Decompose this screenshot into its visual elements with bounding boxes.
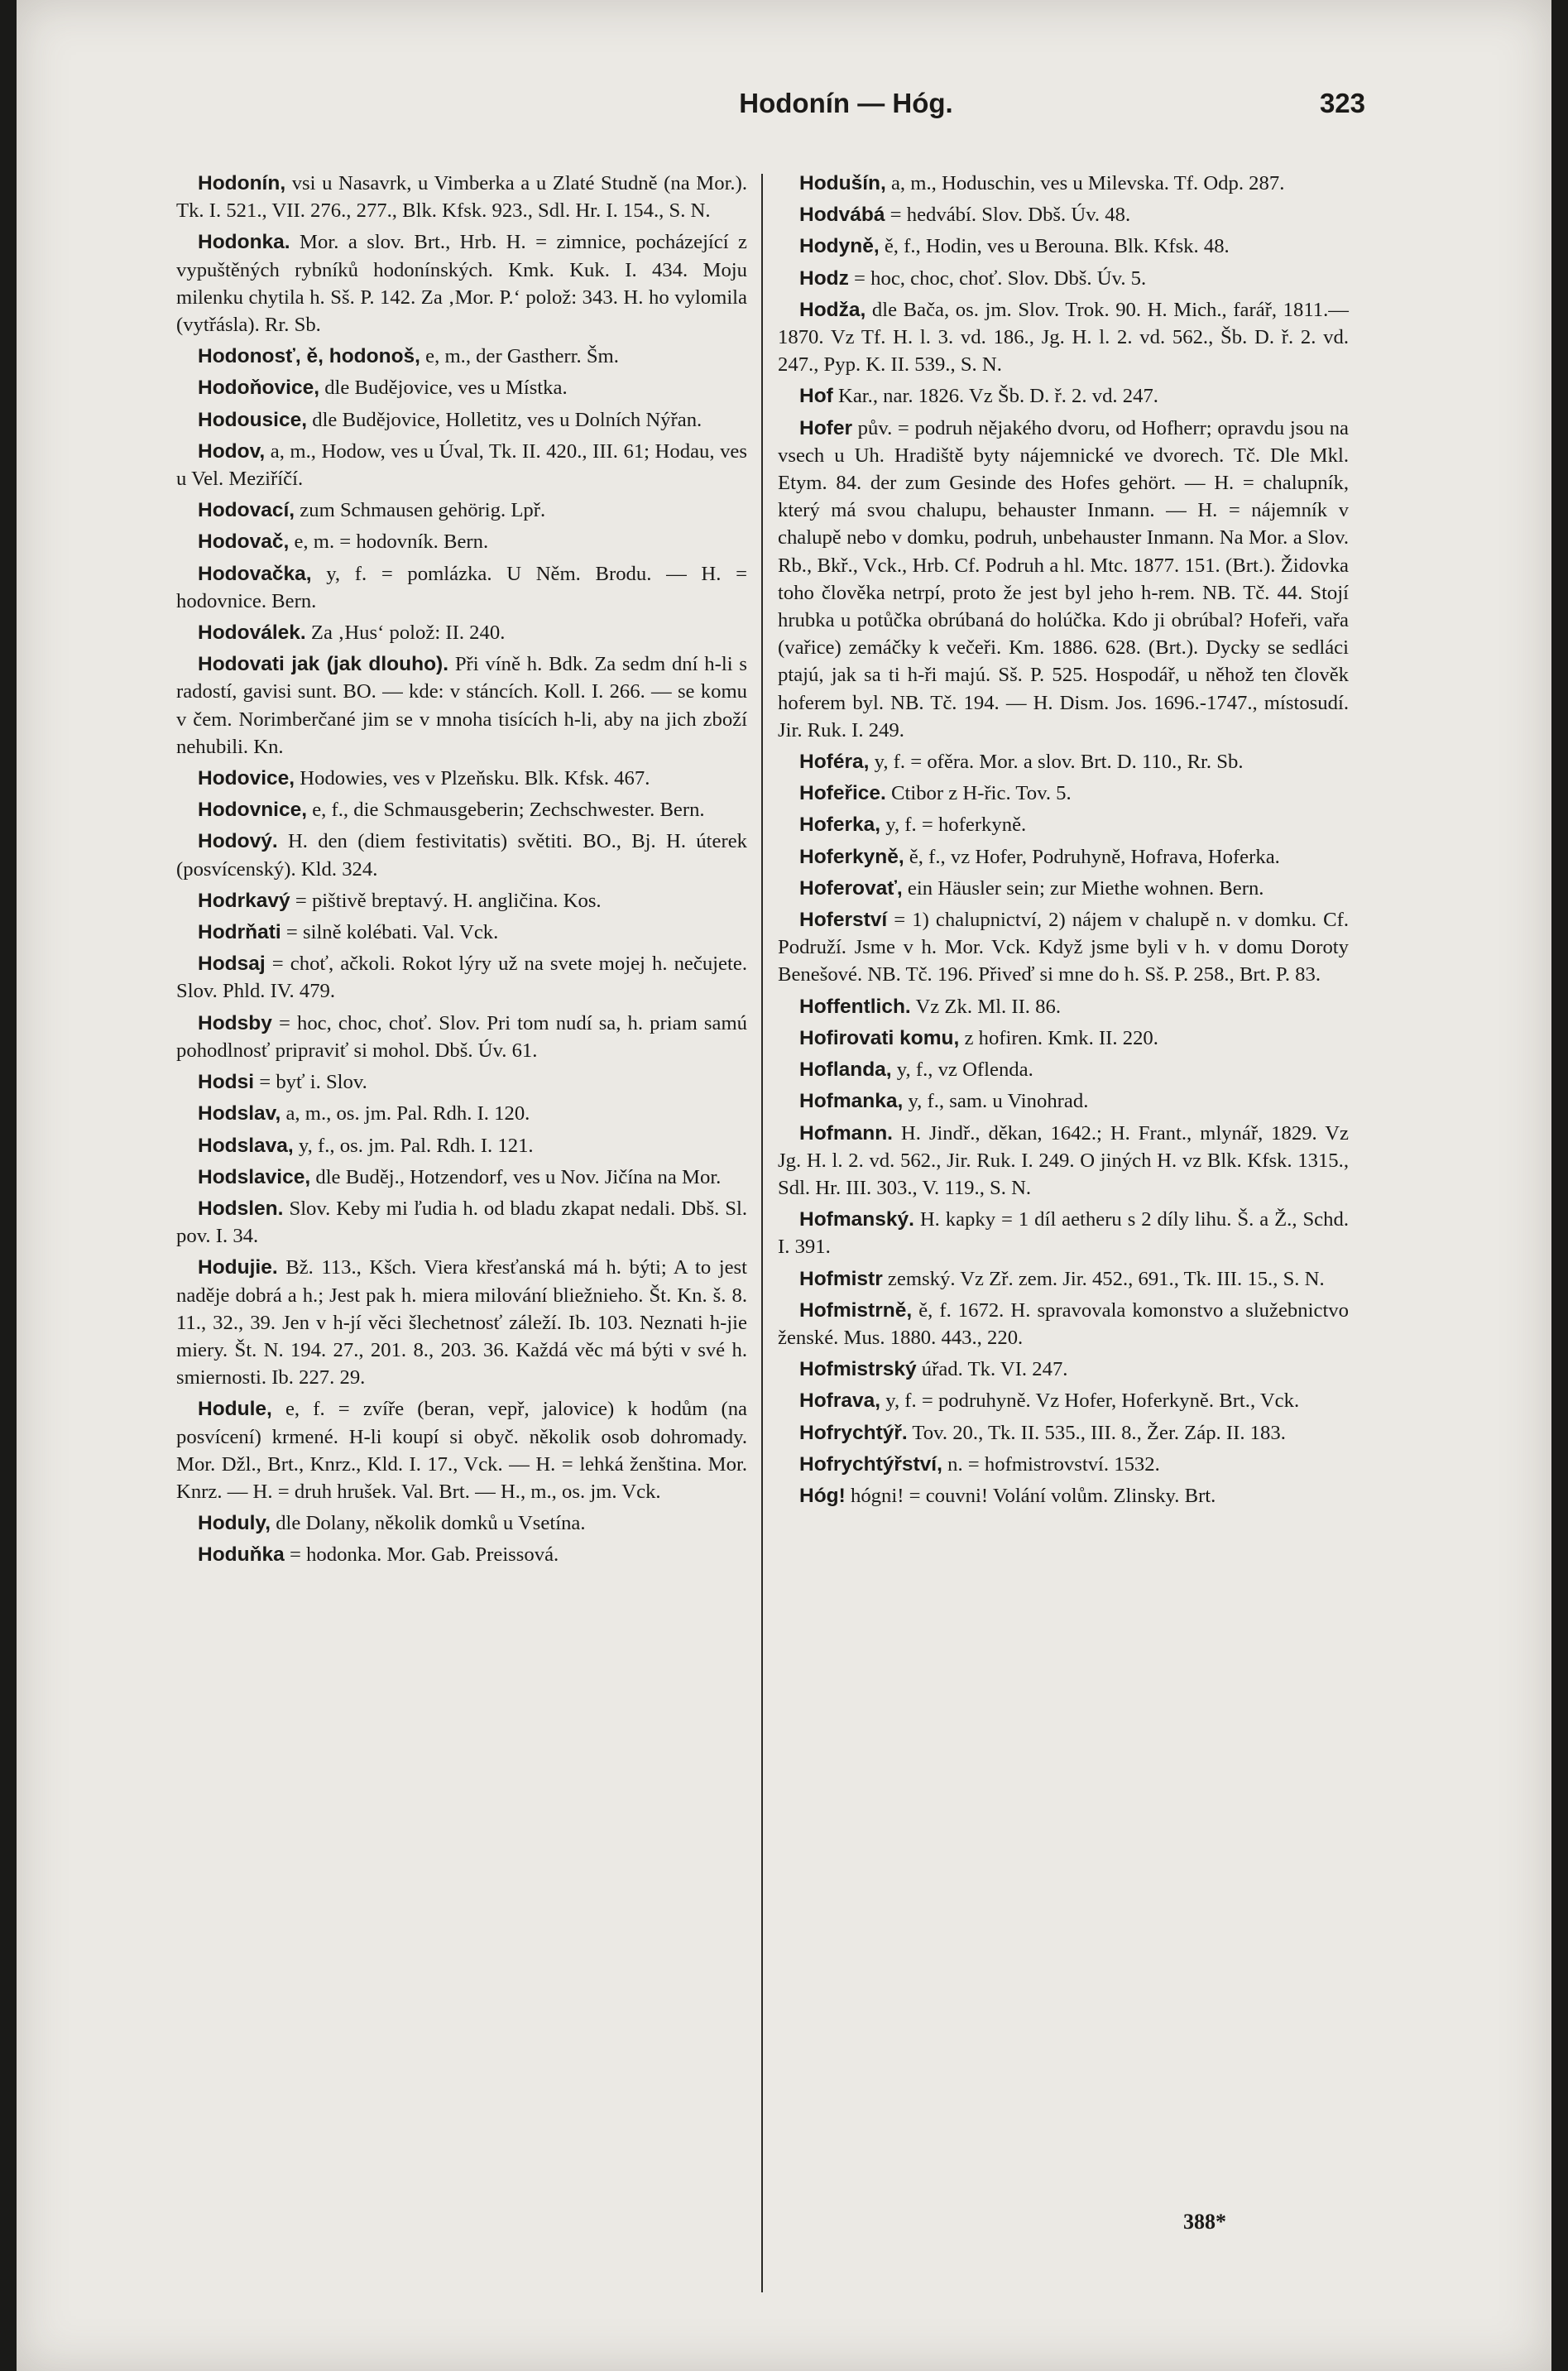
entry-definition: hógni! = couvni! Volání volům. Zlinsky. Brt. [845, 1484, 1216, 1507]
entry-definition: ein Häusler sein; zur Miethe wohnen. Bern. [902, 876, 1264, 900]
entry-definition: ě, f., vz Hofer, Podruhyně, Hofrava, Hoferka. [904, 845, 1280, 868]
entry-headword: Hofer [799, 416, 852, 439]
entry-headword: Hóg! [799, 1484, 846, 1507]
entry-headword: Hofmistr [799, 1267, 883, 1290]
entry-headword: Hoflanda, [799, 1058, 892, 1082]
entry-headword: Hofmistrský [799, 1358, 917, 1381]
entry-definition: y, f. = pomlázka. U Něm. Brodu. — H. = hodovnice. Bern. [176, 562, 747, 612]
dictionary-entry [778, 906, 1349, 989]
dictionary-entry [778, 415, 1349, 744]
entry-definition: = hodonka. Mor. Gab. Preissová. [284, 1543, 559, 1567]
entry-definition: y, f. = podruhyně. Vz Hofer, Hoferkyně. Brt., Vck. [880, 1389, 1300, 1413]
entry-headword: Hodyně, [799, 235, 880, 258]
dictionary-entry [778, 993, 1349, 1020]
dictionary-entry [778, 170, 1349, 197]
dictionary-entry [778, 1482, 1349, 1509]
signature-mark: 388* [1183, 2210, 1226, 2234]
entry-definition: = hoc, choc, choť. Slov. Pri tom nudí sa, h. priam samú pohodlnosť pripraviť si mohol. Dbš. Úv. 61. [176, 1011, 747, 1062]
dictionary-entry [778, 1025, 1349, 1052]
entry-definition: H. den (diem festivitatis) světiti. BO., Bj. H. úterek (posvícenský). Kld. 324. [176, 830, 747, 881]
entry-definition: y, f., sam. u Vinohrad. [903, 1090, 1089, 1113]
entry-headword: Hofrychtýřství, [799, 1452, 942, 1476]
dictionary-entry [778, 1087, 1349, 1115]
dictionary-entry [778, 382, 1349, 410]
entry-definition: a, m., Hoduschin, ves u Milevska. Tf. Odp. 287. [885, 172, 1285, 194]
entry-definition: dle Budějovice, ves u Místka. [319, 377, 568, 400]
entry-definition: dle Budějovice, Holletitz, ves u Dolních Nýřan. [307, 408, 702, 431]
dictionary-entry [176, 1010, 747, 1064]
entry-headword: Hodslen. [198, 1197, 284, 1220]
entry-headword: Hodousice, [198, 408, 308, 431]
dictionary-entry [778, 233, 1349, 260]
entry-headword: Hodonka. [198, 231, 290, 254]
dictionary-entry [176, 1195, 747, 1250]
dictionary-entry [176, 374, 747, 401]
entry-headword: Hofrychtýř. [799, 1421, 908, 1444]
entry-headword: Hodža, [799, 298, 866, 321]
dictionary-entry [778, 1419, 1349, 1447]
dictionary-entry [176, 528, 747, 555]
dictionary-entry [176, 828, 747, 882]
right-column [778, 170, 1349, 1514]
entry-definition: = silně kolébati. Val. Vck. [281, 921, 499, 944]
entry-headword: Hodonín, [198, 172, 286, 194]
entry-headword: Hofmanka, [799, 1090, 904, 1113]
entry-definition: úřad. Tk. VI. 247. [916, 1358, 1068, 1381]
entry-headword: Hodov, [198, 439, 266, 463]
entry-definition: y, f. = hoferkyně. [880, 814, 1027, 837]
dictionary-entry [778, 1265, 1349, 1293]
entry-definition: n. = hofmistrovství. 1532. [942, 1452, 1160, 1476]
page-number: 323 [1319, 88, 1365, 118]
dictionary-entry [176, 1132, 747, 1159]
dictionary-entry [778, 780, 1349, 807]
entry-definition: = byť i. Slov. [254, 1071, 367, 1094]
dictionary-entry [778, 201, 1349, 228]
dictionary-page [17, 0, 1551, 2371]
entry-headword: Hodsaj [198, 953, 266, 976]
entry-headword: Hodrňati [198, 921, 281, 944]
dictionary-entry [176, 887, 747, 914]
left-column [176, 170, 747, 1573]
entry-headword: Hodoňovice, [198, 377, 320, 400]
entry-definition: Slov. Keby mi ľudia h. od bladu zkapat nedali. Dbš. Sl. pov. I. 34. [176, 1197, 747, 1248]
entry-definition: Hodowies, ves v Plzeňsku. Blk. Kfsk. 467. [295, 767, 650, 790]
dictionary-entry [176, 650, 747, 761]
entry-definition: Ctibor z H-řic. Tov. 5. [885, 782, 1072, 805]
entry-definition: H. kapky = 1 díl aetheru s 2 díly lihu. Š. a Ž., Schd. I. 391. [778, 1208, 1349, 1259]
entry-definition: e, f., die Schmausgeberin; Zechschwester. Bern. [307, 799, 705, 822]
dictionary-entry [778, 1451, 1349, 1478]
entry-headword: Hofeřice. [799, 782, 886, 805]
dictionary-entry [778, 1056, 1349, 1083]
dictionary-entry [176, 1164, 747, 1191]
entry-definition: = 1) chalupnictví, 2) nájem v chalupě n. v domku. Cf. Podruží. Jsme v h. Mor. Vck. Když jsme byli v h. v domu Doroty Benešové. NB. Tč. 196. Přiveď si mne do h. Sš. P. 258., Brt. P. 83. [778, 909, 1349, 986]
entry-headword: Hoféra, [799, 751, 870, 774]
entry-definition: dle Bača, os. jm. Slov. Trok. 90. H. Mich., farář, 1811.—1870. Vz Tf. H. l. 3. vd. 186., Jg. H. l. 2. vd. 562., Šb. D. ř. 2. vd. 247., Pyp. K. II. 539., S. N. [778, 298, 1349, 377]
entry-headword: Hodslav, [198, 1102, 281, 1126]
dictionary-entry [176, 560, 747, 615]
dictionary-entry [176, 497, 747, 524]
dictionary-entry [176, 796, 747, 823]
dictionary-entry [778, 811, 1349, 838]
entry-headword: Hodoválek. [198, 622, 306, 645]
entry-definition: = pištivě breptavý. H. angličina. Kos. [290, 889, 602, 912]
entry-definition: H. Jindř., děkan, 1642.; H. Frant., mlynář, 1829. Vz Jg. H. l. 2. vd. 562., Jir. Ruk. I. 249. O jiných H. vz Blk. Kfsk. 1315., Sdl. Hr. III. 303., V. 119., S. N. [778, 1121, 1349, 1199]
entry-definition: ě, f., Hodin, ves u Berouna. Blk. Kfsk. 48. [879, 235, 1230, 258]
entry-definition: pův. = podruh nějakého dvoru, od Hofherr; opravdu jsou na vsech u Uh. Hradiště byty nájemnické ve dvorech. Tč. Dle Mkl. Etym. 84. der zum Gesinde des Hofes gehört. — H. = chalupník, který má svou chalupu, behauster Inmann. — H. = nájemník v chalupě nebo v domku, podruh, unbehauster Inmann. Na Mor. a Slov. Rb., Bkř., Vck., Hrb. Cf. Podruh a hl. Mtc. 1877. 151. (Brt.). Židovka toho člověka netrpí, proto že jest byl jeho h-rem. NB. Tč. 44. Stojí hrubka u potůčka obrúbaná do holúčka. Kdo ji obrúbal? Hofeři, vařa (vařice) zemáčky k večeři. Km. 1886. 628. (Brt.). Dycky se sedláci ptajú, jak sa ti h-ři majú. Sš. P. 525. Hospodář, u něhož ten člověk hoferem byl. NB. Tč. 194. — H. Dism. Jos. 1696.-1747., místosudí. Jir. Ruk. I. 249. [778, 416, 1349, 742]
entry-headword: Hodvábá [799, 204, 885, 227]
entry-headword: Hodslava, [198, 1134, 294, 1157]
entry-headword: Hoferka, [799, 814, 881, 837]
entry-headword: Hodrkavý [198, 889, 290, 912]
entry-headword: Hodovati jak (jak dlouho). [198, 653, 449, 676]
entry-definition: Za ‚Hus‘ polož: II. 240. [305, 622, 506, 645]
entry-definition: = hedvábí. Slov. Dbš. Úv. 48. [885, 204, 1131, 227]
entry-definition: Při víně h. Bdk. Za sedm dní h-li s radostí, gavisi sunt. BO. — kde: v stáncích. Koll. I. 266. — se komu v čem. Norimberčané jim se v mnoha tisících h-li, aby na jich zboží nehubili. Kn. [176, 653, 747, 758]
entry-definition: Bž. 113., Kšch. Viera křesťanská má h. býti; A to jest naděje dobrá a h.; Jest pak h. miera milování bliežnieho. Št. Kn. š. 8. 11., 32., 39. Jen v h-jí věci šlechetnosť záleží. Ib. 103. Neznati h-jie miery. Št. N. 194. 27., 201. 8., 203. 36. Každá věc má býti v své h. smiernosti. Ib. 227. 29. [176, 1256, 747, 1389]
entry-headword: Hodovice, [198, 767, 295, 790]
dictionary-entry [176, 1541, 747, 1568]
entry-definition: dle Buděj., Hotzendorf, ves u Nov. Jičína na Mor. [310, 1165, 722, 1188]
entry-headword: Hoferovať, [799, 876, 903, 900]
dictionary-entry [176, 438, 747, 492]
header-title: Hodonín — Hóg. [739, 88, 953, 118]
entry-definition: = choť, ačkoli. Rokot lýry už na svete mojej h. nečujete. Slov. Phld. IV. 479. [176, 953, 747, 1003]
dictionary-entry [176, 1068, 747, 1096]
entry-headword: Hofirovati komu, [799, 1026, 960, 1049]
entry-headword: Hodsi [198, 1071, 255, 1094]
running-header [17, 88, 1551, 129]
entry-definition: a, m., Hodow, ves u Úval, Tk. II. 420., III. 61; Hodau, ves u Vel. Meziříčí. [176, 439, 747, 491]
entry-definition: Tov. 20., Tk. II. 535., III. 8., Žer. Záp. II. 183. [907, 1421, 1286, 1444]
entry-definition: e, m., der Gastherr. Šm. [420, 345, 619, 368]
entry-headword: Hodový. [198, 830, 278, 853]
entry-headword: Hofmanský. [799, 1208, 914, 1231]
dictionary-entry [176, 228, 747, 338]
entry-headword: Hodovač, [198, 530, 290, 554]
entry-headword: Hodujie. [198, 1256, 278, 1279]
entry-headword: Hodsby [198, 1011, 272, 1034]
entry-definition: zum Schmausen gehörig. Lpř. [295, 499, 546, 522]
dictionary-entry [778, 1356, 1349, 1383]
dictionary-entry [778, 843, 1349, 871]
dictionary-entry [176, 765, 747, 792]
entry-headword: Hoferství [799, 909, 888, 932]
entry-definition: Vz Zk. Ml. II. 86. [910, 995, 1062, 1018]
dictionary-entry [176, 1254, 747, 1391]
entry-headword: Hodovnice, [198, 799, 308, 822]
dictionary-entry [176, 919, 747, 946]
entry-headword: Hoffentlich. [799, 995, 911, 1018]
entry-definition: e, f. = zvíře (beran, vepř, jalovice) k hodům (na posvícení) krmené. H-li koupí si obyč. několik osob dohromady. Mor. Džl., Brt., Knrz., Kld. I. 17., Vck. — H. = lehká ženština. Mor. Knrz. — H. = druh hrušek. Val. Brt. — H., m., os. jm. Vck. [176, 1398, 747, 1503]
column-divider [761, 174, 763, 2292]
dictionary-entry [778, 1297, 1349, 1351]
dictionary-entry [778, 296, 1349, 379]
entry-headword: Hodslavice, [198, 1165, 311, 1188]
dictionary-entry [176, 950, 747, 1005]
entry-headword: Hof [799, 385, 833, 408]
dictionary-entry [778, 748, 1349, 775]
dictionary-entry [778, 265, 1349, 292]
dictionary-entry [176, 1509, 747, 1537]
entry-definition: y, f., vz Oflenda. [891, 1058, 1033, 1082]
entry-headword: Hoferkyně, [799, 845, 904, 868]
dictionary-entry [176, 343, 747, 370]
entry-definition: zemský. Vz Zř. zem. Jir. 452., 691., Tk. III. 15., S. N. [882, 1267, 1325, 1290]
entry-headword: Hodz [799, 266, 849, 290]
entry-definition: e, m. = hodovník. Bern. [289, 530, 489, 554]
entry-definition: Mor. a slov. Brt., Hrb. H. = zimnice, pocházející z vypuštěných rybníků hodonínských. Kmk. Kuk. I. 434. Moju milenku chytila h. Sš. P. 142. Za ‚Mor. P.‘ polož: 343. H. ho vylomila (vytřásla). Rr. Sb. [176, 231, 747, 337]
dictionary-entry [778, 875, 1349, 902]
entry-definition: Kar., nar. 1826. Vz Šb. D. ř. 2. vd. 247. [832, 385, 1158, 408]
dictionary-entry [778, 1206, 1349, 1260]
entry-headword: Hoduly, [198, 1512, 271, 1535]
entry-headword: Hofmistrně, [799, 1298, 913, 1322]
entry-definition: dle Dolany, několik domků u Vsetína. [271, 1512, 586, 1535]
entry-definition: vsi u Nasavrk, u Vimberka a u Zlaté Studně (na Mor.). Tk. I. 521., VII. 276., 277., Blk. Kfsk. 923., Sdl. Hr. I. 154., S. N. [176, 172, 747, 223]
entry-headword: Hodonosť, ě, hodonoš, [198, 345, 420, 368]
dictionary-entry [176, 1100, 747, 1127]
dictionary-entry [778, 1120, 1349, 1202]
dictionary-entry [176, 170, 747, 224]
entry-headword: Hodovačka, [198, 562, 312, 585]
dictionary-entry [778, 1387, 1349, 1414]
entry-definition: a, m., os. jm. Pal. Rdh. I. 120. [281, 1102, 530, 1126]
entry-headword: Hodovací, [198, 499, 295, 522]
entry-headword: Hodušín, [799, 172, 886, 194]
entry-definition: = hoc, choc, choť. Slov. Dbš. Úv. 5. [848, 266, 1147, 290]
entry-definition: y, f., os. jm. Pal. Rdh. I. 121. [293, 1134, 534, 1157]
entry-definition: y, f. = ofěra. Mor. a slov. Brt. D. 110., Rr. Sb. [869, 751, 1244, 774]
entry-definition: ě, f. 1672. H. spravovala komonstvo a služebnictvo ženské. Mus. 1880. 443., 220. [778, 1298, 1349, 1349]
dictionary-entry [176, 1395, 747, 1505]
entry-headword: Hofmann. [799, 1121, 893, 1145]
entry-headword: Hoduňka [198, 1543, 285, 1567]
dictionary-entry [176, 619, 747, 646]
dictionary-entry [176, 406, 747, 434]
entry-headword: Hofrava, [799, 1389, 881, 1413]
entry-definition: z hofiren. Kmk. II. 220. [959, 1026, 1158, 1049]
entry-headword: Hodule, [198, 1398, 272, 1421]
